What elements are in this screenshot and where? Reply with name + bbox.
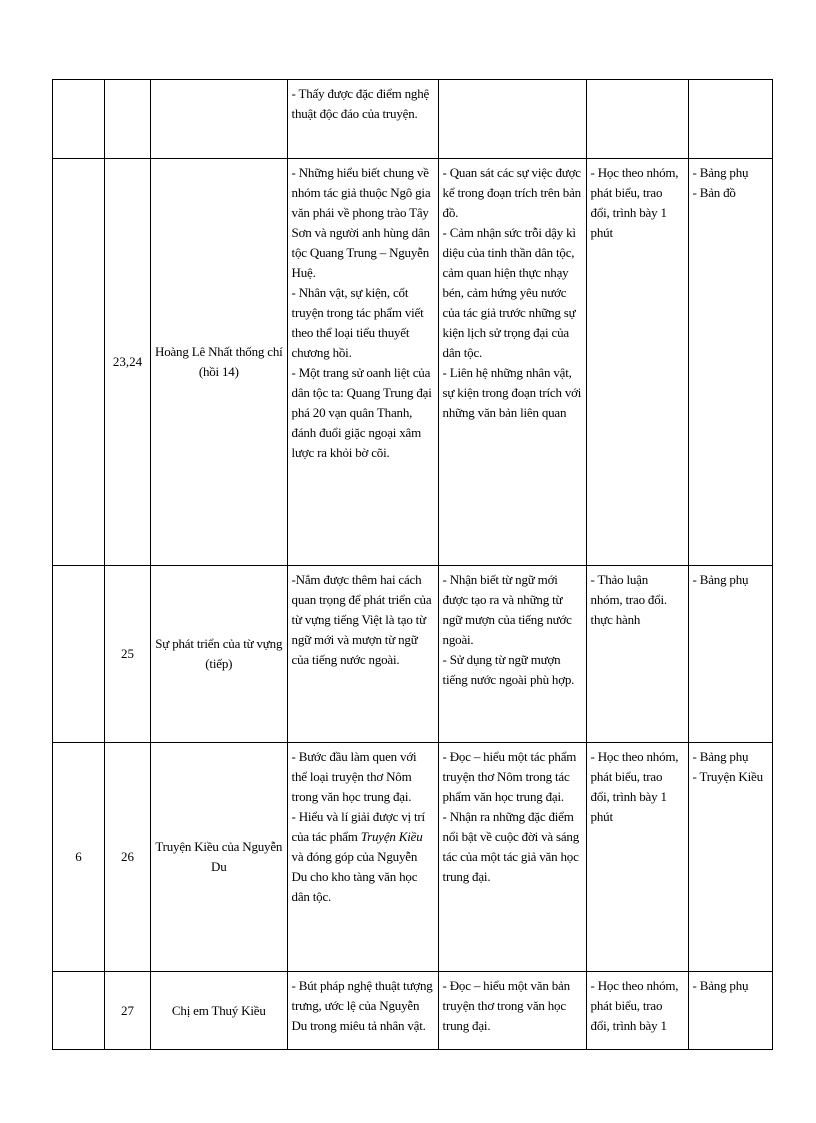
skills-item	[443, 807, 582, 887]
cell-week	[53, 566, 105, 743]
methods-line: - Học theo nhóm,	[590, 749, 679, 764]
knowledge-line: đánh đuổi giặc ngoại xâm	[291, 425, 422, 440]
table-row	[53, 80, 773, 159]
cell-skills	[438, 159, 586, 566]
skills-item	[443, 747, 582, 807]
period-text: 25	[121, 646, 134, 661]
methods-line: phát biểu, trao	[590, 998, 663, 1013]
skills-line: - Liên hệ những nhân vật,	[442, 365, 572, 380]
knowledge-line: - Hiểu và lí giải được vị trí	[291, 809, 425, 824]
methods-line: thực hành	[590, 612, 641, 627]
table-row	[53, 743, 773, 972]
knowledge-line: thể loại truyện thơ Nôm	[291, 769, 412, 784]
cell-period	[105, 80, 151, 159]
materials-item	[693, 976, 768, 996]
knowledge-line: quan trọng để phát triển của	[291, 592, 432, 607]
skills-line: kiện lịch sử trọng đại của	[442, 325, 569, 340]
title-line: (hồi 14)	[198, 364, 239, 379]
cell-materials	[688, 566, 772, 743]
skills-line: trung đại.	[442, 1018, 491, 1033]
skills-line: - Nhận biết từ ngữ mới	[442, 572, 558, 587]
cell-title	[151, 972, 288, 1050]
materials-line: - Bảng phụ	[692, 978, 749, 993]
skills-item	[443, 163, 582, 223]
cell-materials	[688, 743, 772, 972]
knowledge-item	[292, 807, 434, 907]
cell-title	[151, 159, 288, 566]
skills-line: trung đại.	[442, 869, 491, 884]
materials-item	[693, 570, 768, 590]
cell-title	[151, 80, 288, 159]
methods-line: đổi, trình bày 1	[590, 1018, 667, 1033]
cell-week	[53, 80, 105, 159]
lesson-plan-table	[52, 79, 773, 1050]
knowledge-line: của tiếng nước ngoài.	[291, 652, 400, 667]
materials-item	[693, 183, 768, 203]
week-text: 6	[75, 849, 82, 864]
cell-title	[151, 566, 288, 743]
skills-line: - Nhận ra những đặc điểm	[442, 809, 574, 824]
cell-knowledge	[287, 566, 438, 743]
skills-line: truyện thơ trong văn học	[442, 998, 566, 1013]
cell-methods	[586, 566, 688, 743]
cell-materials	[688, 159, 772, 566]
knowledge-line: tộc Quang Trung – Nguyễn	[291, 245, 430, 260]
cell-knowledge	[287, 972, 438, 1050]
table-row	[53, 972, 773, 1050]
methods-line: - Học theo nhóm,	[590, 978, 679, 993]
materials-line: - Bảng phụ	[692, 749, 749, 764]
methods-line: phát biểu, trao	[590, 185, 663, 200]
knowledge-line: từ vựng tiếng Việt là tạo từ	[291, 612, 426, 627]
knowledge-line: phá 20 vạn quân Thanh,	[291, 405, 413, 420]
cell-period	[105, 159, 151, 566]
knowledge-line: Huệ.	[291, 265, 316, 280]
cell-knowledge	[287, 743, 438, 972]
skills-item	[443, 223, 582, 363]
cell-title	[151, 743, 288, 972]
skills-line: nổi bật về cuộc đời và sáng	[442, 829, 580, 844]
skills-item	[443, 363, 582, 423]
skills-line: ngữ mượn của tiếng nước	[442, 612, 572, 627]
period-text: 23,24	[112, 354, 143, 369]
knowledge-line: ngữ mới và mượn từ ngữ	[291, 632, 418, 647]
knowledge-line: trong văn học trung đại.	[291, 789, 412, 804]
cell-methods	[586, 159, 688, 566]
materials-line: - Truyện Kiều	[692, 769, 763, 784]
methods-line: - Học theo nhóm,	[590, 165, 679, 180]
methods-line: nhóm, trao đổi.	[590, 592, 667, 607]
cell-week	[53, 159, 105, 566]
knowledge-line: văn phái về phong trào Tây	[291, 205, 429, 220]
skills-line: tiếng nước ngoài phù hợp.	[442, 672, 575, 687]
cell-week	[53, 743, 105, 972]
skills-line: phẩm văn học trung đại.	[442, 789, 564, 804]
cell-knowledge	[287, 159, 438, 566]
knowledge-line: - Những hiểu biết chung về	[291, 165, 429, 180]
title-line: Hoàng Lê Nhất thống chí	[155, 344, 283, 359]
knowledge-line: truyện trong tác phẩm viết	[291, 305, 424, 320]
cell-period	[105, 743, 151, 972]
knowledge-item	[292, 570, 434, 670]
skills-line: diệu của tinh thần dân tộc,	[442, 245, 575, 260]
knowledge-line: trưng, ước lệ của Nguyễn	[291, 998, 420, 1013]
knowledge-line: Du trong miêu tả nhân vật.	[291, 1018, 426, 1033]
skills-item	[443, 570, 582, 650]
knowledge-item	[292, 283, 434, 363]
title-line: Chị em Thuý Kiều	[171, 1002, 266, 1018]
cell-period	[105, 566, 151, 743]
materials-item	[693, 767, 768, 787]
skills-line: được tạo ra và những từ	[442, 592, 563, 607]
skills-line: - Đọc – hiểu một tác phẩm	[442, 749, 577, 764]
materials-line: - Bảng phụ	[692, 165, 749, 180]
skills-line: bén, cảm hứng yêu nước	[442, 285, 567, 300]
cell-methods	[586, 972, 688, 1050]
period-text: 26	[121, 849, 134, 864]
knowledge-item	[292, 747, 434, 807]
skills-line: - Sử dụng từ ngữ mượn	[442, 652, 561, 667]
skills-line: ngoài.	[442, 632, 474, 647]
cell-methods	[586, 743, 688, 972]
knowledge-item	[292, 976, 434, 1036]
cell-knowledge	[287, 80, 438, 159]
period-text: 27	[121, 1002, 134, 1018]
methods-line: đổi, trình bày 1	[590, 205, 667, 220]
skills-line: sự kiện trong đoạn trích với	[442, 385, 582, 400]
knowledge-item	[292, 363, 434, 463]
cell-methods	[586, 80, 688, 159]
cell-materials	[688, 972, 772, 1050]
knowledge-line: - Bước đầu làm quen với	[291, 749, 417, 764]
materials-line: - Bảng phụ	[692, 572, 749, 587]
materials-line: - Bản đồ	[692, 185, 736, 200]
work-title: Truyện Kiều	[360, 829, 423, 844]
methods-item	[591, 570, 684, 630]
skills-line: tác của một tác giả văn học	[442, 849, 579, 864]
table-row	[53, 159, 773, 566]
knowledge-line: dân tộc.	[291, 889, 332, 904]
cell-materials	[688, 80, 772, 159]
cell-skills	[438, 743, 586, 972]
knowledge-line: lược ra khỏi bờ cõi.	[291, 445, 390, 460]
methods-item	[591, 976, 684, 1036]
knowledge-line: - Một trang sử oanh liệt của	[291, 365, 431, 380]
knowledge-line: của tác phẩm Truyện Kiều	[291, 829, 423, 844]
knowledge-item	[292, 163, 434, 283]
skills-line: - Đọc – hiểu một văn bản	[442, 978, 570, 993]
knowledge-line: - Bút pháp nghệ thuật tượng	[291, 978, 433, 993]
cell-week	[53, 972, 105, 1050]
knowledge-line: - Thấy được đặc điểm nghệ	[291, 86, 430, 101]
cell-skills	[438, 566, 586, 743]
knowledge-line: thuật độc đáo của truyện.	[291, 106, 418, 121]
knowledge-line: -Nắm được thêm hai cách	[291, 572, 422, 587]
knowledge-line: nhóm tác giả thuộc Ngô gia	[291, 185, 431, 200]
table-row	[53, 566, 773, 743]
methods-item	[591, 747, 684, 827]
title-line: Sự phát triển của từ vựng	[155, 636, 283, 651]
knowledge-item	[292, 84, 434, 124]
knowledge-line: Sơn và người anh hùng dân	[291, 225, 430, 240]
cell-period	[105, 972, 151, 1050]
skills-line: - Quan sát các sự việc được	[442, 165, 581, 180]
title-line: Truyện Kiều của Nguyễn	[155, 839, 283, 854]
skills-line: những văn bản liên quan	[442, 405, 567, 420]
skills-line: truyện thơ Nôm trong tác	[442, 769, 570, 784]
skills-line: - Cảm nhận sức trỗi dậy kì	[442, 225, 576, 240]
skills-item	[443, 976, 582, 1036]
knowledge-line: theo thể loại tiểu thuyết	[291, 325, 410, 340]
skills-line: dân tộc.	[442, 345, 483, 360]
title-line: Du	[211, 859, 227, 874]
methods-line: phút	[590, 225, 613, 240]
methods-line: phút	[590, 809, 613, 824]
title-line: (tiếp)	[205, 656, 233, 671]
knowledge-line: - Nhân vật, sự kiện, cốt	[291, 285, 409, 300]
methods-line: - Thảo luận	[590, 572, 649, 587]
skills-line: của tác giả trước những sự	[442, 305, 576, 320]
knowledge-line: chương hồi.	[291, 345, 352, 360]
methods-item	[591, 163, 684, 243]
knowledge-line: Du cho kho tàng văn học	[291, 869, 418, 884]
knowledge-line: và đóng góp của Nguyễn	[291, 849, 418, 864]
methods-line: phát biểu, trao	[590, 769, 663, 784]
materials-item	[693, 747, 768, 767]
materials-item	[693, 163, 768, 183]
methods-line: đổi, trình bày 1	[590, 789, 667, 804]
cell-skills	[438, 80, 586, 159]
skills-line: cảm quan hiện thực nhạy	[442, 265, 569, 280]
skills-line: đồ.	[442, 205, 459, 220]
skills-item	[443, 650, 582, 690]
skills-line: kể trong đoạn trích trên bản	[442, 185, 581, 200]
cell-skills	[438, 972, 586, 1050]
knowledge-line: dân tộc ta: Quang Trung đại	[291, 385, 432, 400]
